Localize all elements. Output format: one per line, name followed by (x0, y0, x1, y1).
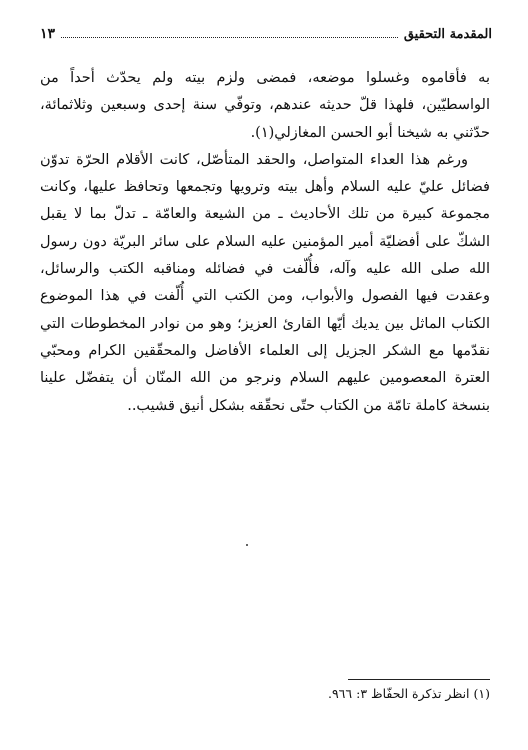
paragraph-1: به فأقاموه وغسلوا موضعه، فمضى ولزم بيته ولم يحدّث أحداً من الواسطيّين، فلهذا قلّ حديثه عندهم، وتوفّي سنة إحدى وسبعين وثلاثمائة، حدّثني به شيخنا أبو الحسن المغازلي(١). (40, 70, 490, 141)
header-dot-leader (61, 28, 398, 38)
body-text (40, 65, 490, 420)
footnote-separator (348, 679, 490, 680)
header-title: المقدمة التحقيق (403, 27, 492, 42)
paragraph-2: ورغم هذا العداء المتواصل، والحقد المتأصّل، كانت الأقلام الحرّة تدوّن فضائل عليّ عليه السلام وأهل بيته وترويها وتجمعها وتحافظ عليها، وكانت مجموعة كبيرة من تلك الأحاديث ـ من الشيعة والعامّة ـ تدلّ بما لا يقبل الشكّ على أفضليّة أمير المؤمنين عليه السلام على سائر البريّة دون رسول الله صلى الله عليه وآله، فأُلّفت في فضائله ومناقبه الكتب والرسائل، وعقدت فيها الفصول والأبواب، ومن الكتب التي أُلّفت في هذا الموضوع الكتاب الماثل بين يديك أيّها القارئ العزيز؛ وهو من نوادر المخطوطات التي نقدّمها مع الشكر الجزيل إلى العلماء الأفاضل والمحقّقين الكرام ومحبّي العترة المعصومين عليهم السلام ونرجو من الله المنّان أن يتفضّل علينا بنسخة كاملة تامّة من الكتاب حتّى نحقّقه بشكل أنيق قشيب.. (40, 151, 490, 414)
footnote: (١) انظر تذكرة الحفّاظ ٣: ٩٦٦. (327, 686, 490, 701)
stray-dot (246, 544, 248, 546)
page-number: ١٣ (40, 26, 56, 42)
running-header (40, 26, 492, 48)
